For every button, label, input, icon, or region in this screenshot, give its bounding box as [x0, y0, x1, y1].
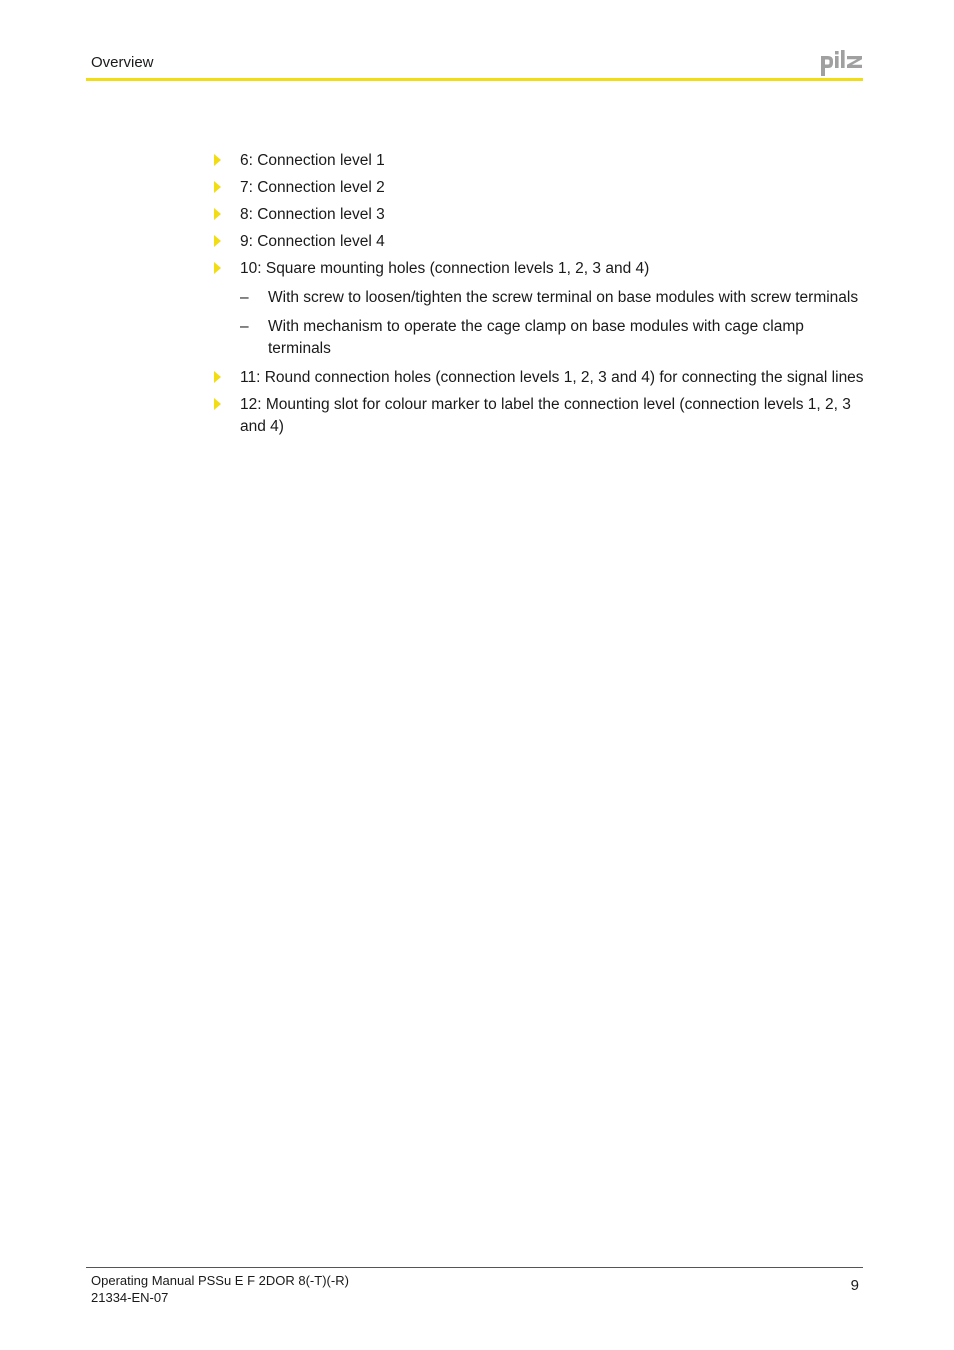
list-item — [212, 204, 864, 226]
footer-rule — [86, 1267, 863, 1268]
pilz-logo — [821, 50, 863, 76]
list-item — [212, 177, 864, 199]
list-item — [212, 367, 864, 389]
yellow-triangle-bullet-icon — [214, 262, 222, 274]
page-header — [86, 48, 863, 82]
pilz-logo-icon — [821, 50, 863, 76]
sub-list-item-text: With mechanism to operate the cage clamp on base modules with cage clamp terminals — [268, 318, 804, 357]
list-item-text: 11: Round connection holes (connection levels 1, 2, 3 and 4) for connecting the signal lines — [240, 369, 864, 386]
list-item — [212, 394, 864, 438]
yellow-triangle-bullet-icon — [214, 208, 222, 220]
dash-marker: – — [240, 318, 249, 335]
yellow-triangle-bullet-icon — [214, 371, 222, 383]
yellow-triangle-bullet-icon — [214, 181, 222, 193]
sub-list-item-text: With screw to loosen/tighten the screw terminal on base modules with screw terminals — [268, 289, 859, 306]
list-item — [212, 258, 864, 280]
list-item-text: 8: Connection level 3 — [240, 206, 385, 223]
sub-list-item — [212, 287, 864, 309]
list-item-text: 12: Mounting slot for colour marker to label the connection level (connection levels 1, 2, 3 and 4) — [240, 396, 851, 435]
feature-list — [212, 150, 864, 443]
header-rule — [86, 78, 863, 81]
document-number: 21334-EN-07 — [91, 1290, 169, 1305]
dash-marker: – — [240, 289, 249, 306]
list-item-text: 9: Connection level 4 — [240, 233, 385, 250]
manual-title: Operating Manual PSSu E F 2DOR 8(-T)(-R) — [91, 1273, 349, 1288]
list-item-text: 6: Connection level 1 — [240, 152, 385, 169]
list-item-text: 7: Connection level 2 — [240, 179, 385, 196]
sub-list-item — [212, 316, 864, 360]
page-number: 9 — [850, 1277, 859, 1294]
section-title: Overview — [91, 54, 154, 71]
footer-info — [91, 1272, 349, 1306]
yellow-triangle-bullet-icon — [214, 235, 222, 247]
list-item — [212, 231, 864, 253]
list-item — [212, 150, 864, 172]
yellow-triangle-bullet-icon — [214, 398, 222, 410]
list-item-text: 10: Square mounting holes (connection levels 1, 2, 3 and 4) — [240, 260, 650, 277]
yellow-triangle-bullet-icon — [214, 154, 222, 166]
